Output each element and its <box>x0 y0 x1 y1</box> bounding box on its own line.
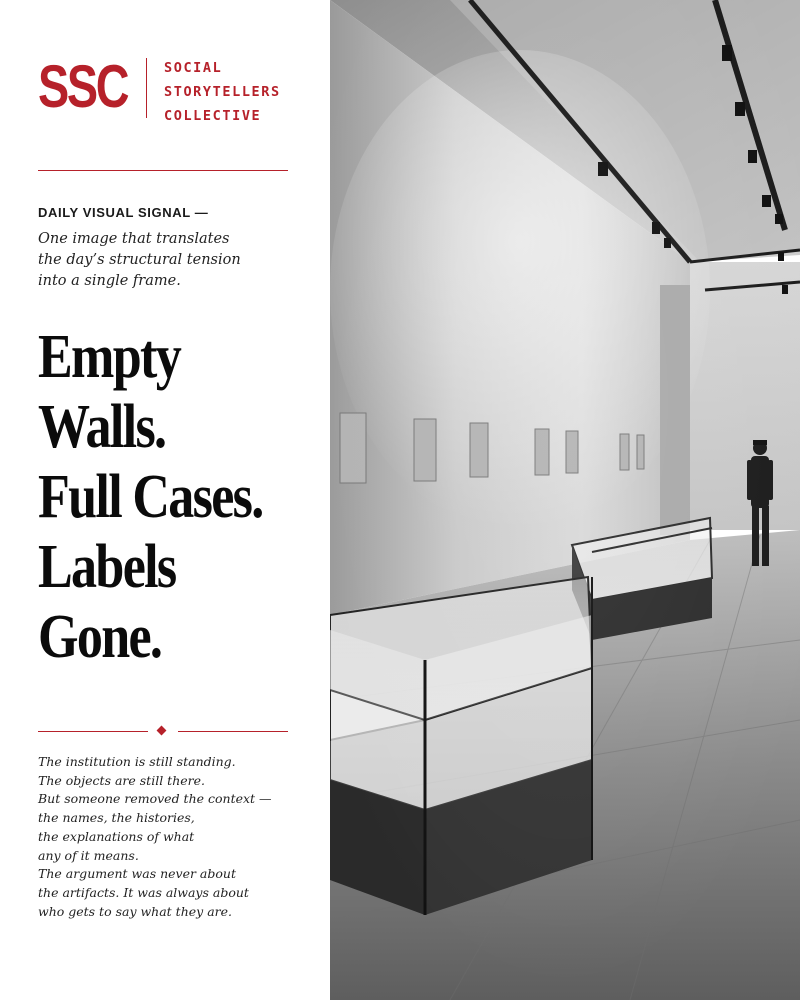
headline-line: Empty <box>38 323 181 391</box>
brand-name-line: COLLECTIVE <box>164 108 262 124</box>
body-line: But someone removed the context — <box>38 791 272 807</box>
headline-line: Walls. <box>38 393 166 461</box>
headline-line: Gone. <box>38 603 162 671</box>
body-line: who gets to say what they are. <box>38 903 232 919</box>
body-line: the explanations of what <box>38 828 195 844</box>
body-line: the names, the histories, <box>38 810 195 826</box>
ornament-rule <box>38 731 148 732</box>
logo-divider <box>146 58 147 118</box>
description-line: One image that translates <box>38 231 230 247</box>
body-copy <box>38 753 318 921</box>
gallery-photo <box>330 0 800 1000</box>
body-line: the artifacts. It was always about <box>38 884 249 900</box>
description-line: the day’s structural tension <box>38 252 241 268</box>
headline <box>38 322 328 672</box>
header-rule <box>38 170 288 171</box>
section-label: DAILY VISUAL SIGNAL — <box>38 205 209 220</box>
brand-name <box>164 56 334 128</box>
diamond-icon <box>157 726 167 736</box>
ornament-rule <box>178 731 288 732</box>
text-column <box>0 0 330 1000</box>
headline-line: Labels <box>38 533 176 601</box>
brand-name-line: STORYTELLERS <box>164 84 281 100</box>
description-line: into a single frame. <box>38 273 181 289</box>
brand-name-line: SOCIAL <box>164 60 223 76</box>
ornament-divider <box>38 724 288 738</box>
body-line: The argument was never about <box>38 866 236 882</box>
headline-line: Full Cases. <box>38 463 263 531</box>
body-line: The objects are still there. <box>38 772 205 788</box>
body-line: The institution is still standing. <box>38 754 236 769</box>
section-description <box>38 229 298 292</box>
brand-mark: SSC <box>38 53 128 120</box>
body-line: any of it means. <box>38 847 139 863</box>
